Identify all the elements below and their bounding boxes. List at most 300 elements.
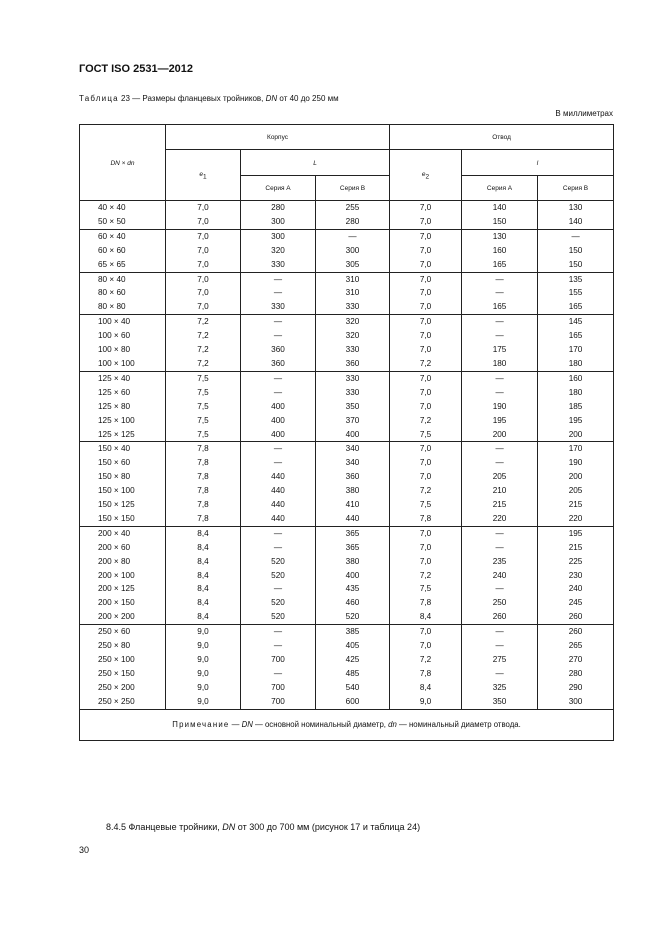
table-row-group	[80, 229, 614, 272]
cell-value: 7,0	[419, 387, 432, 397]
cell-value: 8,4	[197, 584, 209, 594]
cell-value: 400	[271, 415, 285, 425]
cell-dn	[80, 371, 166, 442]
cell-value: 9,0	[419, 696, 432, 706]
cell-value: 7,0	[419, 245, 432, 255]
cell-value: 145	[568, 317, 583, 327]
cell-value: 540	[345, 682, 360, 692]
cell-value: 7,0	[197, 231, 209, 241]
cell-value: 260	[568, 612, 583, 622]
cell-lb	[316, 229, 390, 272]
cell-value: 200 × 200	[98, 612, 135, 622]
cell-value: 7,2	[419, 486, 432, 496]
cell-value: 250	[492, 598, 507, 608]
cell-value: 100 × 100	[98, 358, 135, 368]
cell-value: 7,0	[419, 458, 432, 468]
cell-lb	[316, 201, 390, 230]
cell-value: 7,5	[419, 429, 432, 439]
cell-value: 8,4	[197, 528, 209, 538]
cell-value: 135	[568, 274, 583, 284]
cell-value: 7,2	[419, 415, 432, 425]
cell-value: 190	[568, 458, 583, 468]
cell-value: 700	[271, 682, 285, 692]
cell-value: 400	[271, 401, 285, 411]
cell-value: 100 × 80	[98, 345, 131, 355]
cell-value: 360	[271, 345, 285, 355]
cell-value: 165	[492, 259, 507, 269]
cell-e2	[390, 625, 462, 709]
cell-e1	[166, 201, 241, 230]
cell-value: 440	[345, 513, 360, 523]
section-text-before: 8.4.5 Фланцевые тройники,	[106, 822, 220, 832]
caption-text-before: Размеры фланцевых тройников,	[142, 94, 264, 103]
cell-value: 150	[492, 216, 507, 226]
cell-value: 380	[345, 486, 360, 496]
cell-value: 310	[345, 274, 360, 284]
cell-value: 200 × 80	[98, 556, 131, 566]
cell-lb	[316, 625, 390, 709]
cell-value: 425	[345, 655, 360, 664]
cell-value: 125 × 80	[98, 401, 131, 411]
cell-value: 9,0	[197, 655, 209, 664]
cell-value: —	[495, 641, 504, 651]
cell-value: 7,0	[419, 472, 432, 482]
cell-value: 310	[345, 288, 360, 298]
cell-value: 65 × 65	[98, 259, 126, 269]
cell-la	[241, 526, 316, 624]
cell-value: 150 × 100	[98, 486, 135, 496]
cell-lb	[316, 371, 390, 442]
cell-value: 7,0	[419, 444, 432, 454]
cell-e2	[390, 229, 462, 272]
cell-value: 520	[271, 570, 285, 580]
cell-value: 280	[345, 216, 360, 226]
cell-value: —	[273, 274, 283, 284]
cell-value: 485	[345, 668, 360, 678]
cell-value: 360	[345, 358, 360, 368]
header-branch: Отвод	[390, 125, 614, 150]
header-dn: DN × dn	[80, 125, 166, 201]
cell-la	[241, 229, 316, 272]
cell-value: —	[273, 641, 283, 651]
table-row-group	[80, 315, 614, 372]
cell-value: 8,4	[197, 612, 209, 622]
cell-value: 8,4	[197, 542, 209, 552]
cell-lb	[538, 442, 614, 526]
table-row-group	[80, 272, 614, 315]
page-number: 30	[79, 845, 90, 855]
cell-value: 125 × 60	[98, 387, 131, 397]
cell-value: 250 × 100	[98, 655, 135, 664]
cell-value: —	[495, 668, 504, 678]
cell-la	[241, 315, 316, 372]
cell-value: 325	[492, 682, 507, 692]
cell-value: 40 × 40	[98, 203, 126, 212]
cell-value: 7,8	[197, 458, 209, 468]
cell-e2	[390, 272, 462, 315]
cell-lb	[538, 526, 614, 624]
cell-value: 300	[271, 231, 285, 241]
cell-la	[241, 625, 316, 709]
cell-value: 260	[568, 627, 583, 637]
cell-value: 195	[492, 415, 507, 425]
cell-value: 410	[345, 500, 360, 510]
cell-value: 7,0	[419, 317, 432, 327]
cell-value: 350	[492, 696, 507, 706]
cell-value: —	[495, 331, 504, 341]
header-e2: $e_2$	[390, 150, 462, 201]
cell-value: 275	[492, 655, 507, 664]
cell-value: 250 × 200	[98, 682, 135, 692]
table-row-group	[80, 442, 614, 526]
cell-value: 165	[568, 302, 583, 312]
header-e1: $e_1$	[166, 150, 241, 201]
cell-value: 80 × 60	[98, 288, 126, 298]
cell-value: 700	[271, 696, 285, 706]
cell-value: 440	[271, 486, 285, 496]
table-caption	[79, 94, 339, 103]
cell-value: 7,0	[419, 556, 432, 566]
cell-value: 7,5	[419, 500, 432, 510]
cell-value: —	[495, 627, 504, 637]
cell-value: —	[495, 274, 504, 284]
cell-value: 280	[271, 203, 285, 212]
cell-e2	[390, 371, 462, 442]
caption-number: 23 —	[121, 94, 141, 103]
cell-value: 330	[345, 302, 360, 312]
table-row-group	[80, 625, 614, 709]
cell-value: 7,2	[419, 358, 432, 368]
section-text-after: от 300 до 700 мм (рисунок 17 и таблица 24)	[237, 822, 421, 832]
note-text2: — номинальный диаметр отвода.	[398, 720, 521, 730]
cell-e1	[166, 229, 241, 272]
cell-value: 125 × 40	[98, 373, 131, 383]
cell-value: 7,5	[197, 429, 209, 439]
cell-value: 165	[568, 331, 583, 341]
cell-value: 360	[271, 358, 285, 368]
cell-value: 365	[345, 528, 360, 538]
units-label: В миллиметрах	[555, 109, 613, 118]
cell-value: 80 × 80	[98, 302, 126, 312]
cell-value: 230	[568, 570, 583, 580]
cell-e1	[166, 315, 241, 372]
cell-value: 205	[568, 486, 583, 496]
cell-value: 340	[345, 458, 360, 468]
cell-value: 8,4	[197, 598, 209, 608]
cell-value: 215	[568, 542, 583, 552]
cell-lb	[316, 526, 390, 624]
cell-la	[241, 201, 316, 230]
cell-value: 365	[345, 542, 360, 552]
cell-value: 7,0	[419, 231, 432, 241]
cell-value: 150	[568, 259, 583, 269]
cell-value: 7,0	[419, 401, 432, 411]
cell-la	[462, 229, 538, 272]
cell-value: 180	[568, 358, 583, 368]
dimensions-table	[79, 124, 614, 741]
note-label: Примечание	[172, 720, 230, 730]
cell-value: 8,4	[197, 570, 209, 580]
cell-value: 140	[492, 203, 507, 212]
cell-e1	[166, 442, 241, 526]
cell-value: 160	[492, 245, 507, 255]
cell-value: 100 × 40	[98, 317, 131, 327]
cell-value: —	[495, 584, 504, 594]
cell-value: —	[273, 373, 283, 383]
cell-value: 460	[345, 598, 360, 608]
cell-value: 7,2	[197, 331, 209, 341]
cell-value: 7,2	[419, 570, 432, 580]
header-l-series-b: Серия B	[538, 176, 614, 201]
cell-value: 7,8	[197, 444, 209, 454]
cell-la	[462, 201, 538, 230]
cell-value: 125 × 100	[98, 415, 135, 425]
header-l: l	[462, 150, 614, 176]
cell-value: 370	[345, 415, 360, 425]
caption-text-after: от 40 до 250 мм	[279, 94, 339, 103]
cell-value: 7,0	[419, 641, 432, 651]
cell-value: 150 × 40	[98, 444, 131, 454]
cell-la	[462, 442, 538, 526]
cell-value: 330	[345, 373, 360, 383]
cell-value: 250 × 150	[98, 668, 135, 678]
cell-la	[241, 272, 316, 315]
cell-value: 405	[345, 641, 360, 651]
cell-value: 240	[568, 584, 583, 594]
cell-e2	[390, 315, 462, 372]
cell-value: 7,0	[419, 627, 432, 637]
cell-value: 240	[492, 570, 507, 580]
cell-value: 520	[345, 612, 360, 622]
note-dn2: dn	[388, 720, 397, 730]
cell-value: 440	[271, 513, 285, 523]
cell-value: 520	[271, 612, 285, 622]
cell-value: 7,2	[419, 655, 432, 664]
cell-value: 400	[345, 429, 360, 439]
cell-dn	[80, 272, 166, 315]
cell-value: 7,0	[419, 288, 432, 298]
cell-lb	[538, 315, 614, 372]
cell-value: 125 × 125	[98, 429, 135, 439]
cell-value: 220	[568, 513, 583, 523]
cell-value: 250 × 250	[98, 696, 135, 706]
cell-value: —	[273, 288, 283, 298]
cell-value: 7,0	[419, 216, 432, 226]
cell-value: —	[273, 627, 283, 637]
cell-value: 265	[568, 641, 583, 651]
cell-value: —	[273, 317, 283, 327]
cell-value: 9,0	[197, 641, 209, 651]
cell-value: 9,0	[197, 668, 209, 678]
cell-value: 7,2	[197, 317, 209, 327]
cell-value: 7,0	[197, 288, 209, 298]
cell-value: 7,5	[197, 415, 209, 425]
cell-value: 185	[568, 401, 583, 411]
cell-lb	[538, 625, 614, 709]
cell-value: —	[495, 387, 504, 397]
cell-value: —	[273, 528, 283, 538]
cell-value: 7,8	[197, 500, 209, 510]
cell-value: 7,8	[197, 472, 209, 482]
cell-e1	[166, 371, 241, 442]
cell-value: 330	[345, 387, 360, 397]
cell-value: 300	[568, 696, 583, 706]
cell-value: 7,0	[419, 345, 432, 355]
cell-lb	[316, 272, 390, 315]
note-dn: DN	[241, 720, 253, 730]
cell-value: 600	[345, 696, 360, 706]
cell-value: 270	[568, 655, 583, 664]
cell-value: 7,8	[419, 513, 432, 523]
cell-value: 350	[345, 401, 360, 411]
cell-value: 60 × 40	[98, 231, 126, 241]
cell-value: 7,0	[197, 302, 209, 312]
cell-value: 200	[568, 472, 583, 482]
cell-value: 165	[492, 302, 507, 312]
cell-value: —	[273, 584, 283, 594]
caption-prefix: Таблица	[79, 94, 119, 103]
cell-value: 7,8	[419, 598, 432, 608]
cell-value: 215	[568, 500, 583, 510]
cell-la	[462, 625, 538, 709]
cell-value: 400	[271, 429, 285, 439]
cell-value: 435	[345, 584, 360, 594]
cell-e2	[390, 201, 462, 230]
cell-value: 380	[345, 556, 360, 566]
note-dash: —	[231, 720, 240, 730]
cell-value: 170	[568, 444, 583, 454]
cell-value: 7,0	[419, 528, 432, 538]
cell-value: —	[495, 542, 504, 552]
cell-value: 250 × 60	[98, 627, 131, 637]
cell-value: 7,0	[419, 331, 432, 341]
cell-value: —	[273, 444, 283, 454]
cell-value: 700	[271, 655, 285, 664]
cell-value: 260	[492, 612, 507, 622]
cell-value: 400	[345, 570, 360, 580]
cell-value: 9,0	[197, 627, 209, 637]
cell-value: 195	[568, 415, 583, 425]
cell-value: 170	[568, 345, 583, 355]
table-note	[80, 709, 614, 740]
cell-value: 140	[568, 216, 583, 226]
note-text1: — основной номинальный диаметр,	[255, 720, 386, 730]
cell-value: 330	[271, 259, 285, 269]
cell-dn	[80, 229, 166, 272]
header-l-series-a: Серия A	[462, 176, 538, 201]
cell-value: —	[495, 444, 504, 454]
cell-value: 210	[492, 486, 507, 496]
cell-value: 155	[568, 288, 583, 298]
cell-lb	[538, 201, 614, 230]
cell-value: 150 × 150	[98, 513, 135, 523]
cell-value: 150 × 80	[98, 472, 131, 482]
cell-value: 8,4	[419, 682, 432, 692]
cell-value: 9,0	[197, 682, 209, 692]
cell-e1	[166, 625, 241, 709]
cell-value: 300	[271, 216, 285, 226]
cell-e2	[390, 526, 462, 624]
caption-dn: DN	[265, 94, 278, 103]
cell-value: 385	[345, 627, 360, 637]
cell-value: 200	[492, 429, 507, 439]
cell-value: —	[495, 458, 504, 468]
cell-value: 130	[492, 231, 507, 241]
cell-value: 235	[492, 556, 507, 566]
cell-value: 205	[492, 472, 507, 482]
cell-value: —	[495, 528, 504, 538]
cell-value: 180	[568, 387, 583, 397]
cell-value: 8,4	[197, 556, 209, 566]
cell-value: 7,5	[197, 401, 209, 411]
cell-e1	[166, 272, 241, 315]
cell-value: 305	[345, 259, 360, 269]
cell-value: 320	[345, 331, 360, 341]
cell-value: 7,5	[197, 373, 209, 383]
cell-la	[462, 315, 538, 372]
cell-value: 8,4	[419, 612, 432, 622]
cell-value: 200 × 125	[98, 584, 135, 594]
cell-value: 200 × 100	[98, 570, 135, 580]
table-row-group	[80, 201, 614, 230]
cell-value: —	[273, 331, 283, 341]
cell-value: 255	[345, 203, 360, 212]
cell-value: —	[273, 668, 283, 678]
cell-value: 7,0	[197, 216, 209, 226]
cell-value: 195	[568, 528, 583, 538]
cell-value: 100 × 60	[98, 331, 131, 341]
header-L-series-b: Серия B	[316, 176, 390, 201]
cell-lb	[538, 229, 614, 272]
cell-la	[462, 272, 538, 315]
header-L-series-a: Серия A	[241, 176, 316, 201]
cell-value: 7,5	[197, 387, 209, 397]
cell-value: —	[495, 373, 504, 383]
cell-dn	[80, 526, 166, 624]
cell-value: 60 × 60	[98, 245, 126, 255]
cell-value: 7,0	[197, 203, 209, 212]
cell-value: 7,0	[419, 542, 432, 552]
cell-value: 7,8	[197, 486, 209, 496]
cell-value: 7,8	[197, 513, 209, 523]
cell-value: 150 × 125	[98, 500, 135, 510]
cell-value: 290	[568, 682, 583, 692]
cell-value: 80 × 40	[98, 274, 126, 284]
cell-value: 330	[271, 302, 285, 312]
cell-value: 320	[271, 245, 285, 255]
cell-e1	[166, 526, 241, 624]
cell-value: 7,0	[419, 302, 432, 312]
cell-value: —	[273, 458, 283, 468]
cell-value: 200 × 150	[98, 598, 135, 608]
section-heading	[106, 822, 420, 832]
cell-value: 160	[568, 373, 583, 383]
cell-value: 200	[568, 429, 583, 439]
document-code: ГОСТ ISO 2531—2012	[79, 63, 194, 75]
cell-dn	[80, 442, 166, 526]
section-dn: DN	[222, 822, 236, 832]
cell-value: 7,0	[197, 259, 209, 269]
cell-value: 50 × 50	[98, 216, 126, 226]
cell-value: 250 × 80	[98, 641, 131, 651]
cell-value: 340	[345, 444, 360, 454]
cell-value: 7,5	[419, 584, 432, 594]
cell-value: 245	[568, 598, 583, 608]
cell-value: 7,0	[419, 259, 432, 269]
cell-la	[462, 526, 538, 624]
cell-value: 520	[271, 598, 285, 608]
cell-dn	[80, 315, 166, 372]
